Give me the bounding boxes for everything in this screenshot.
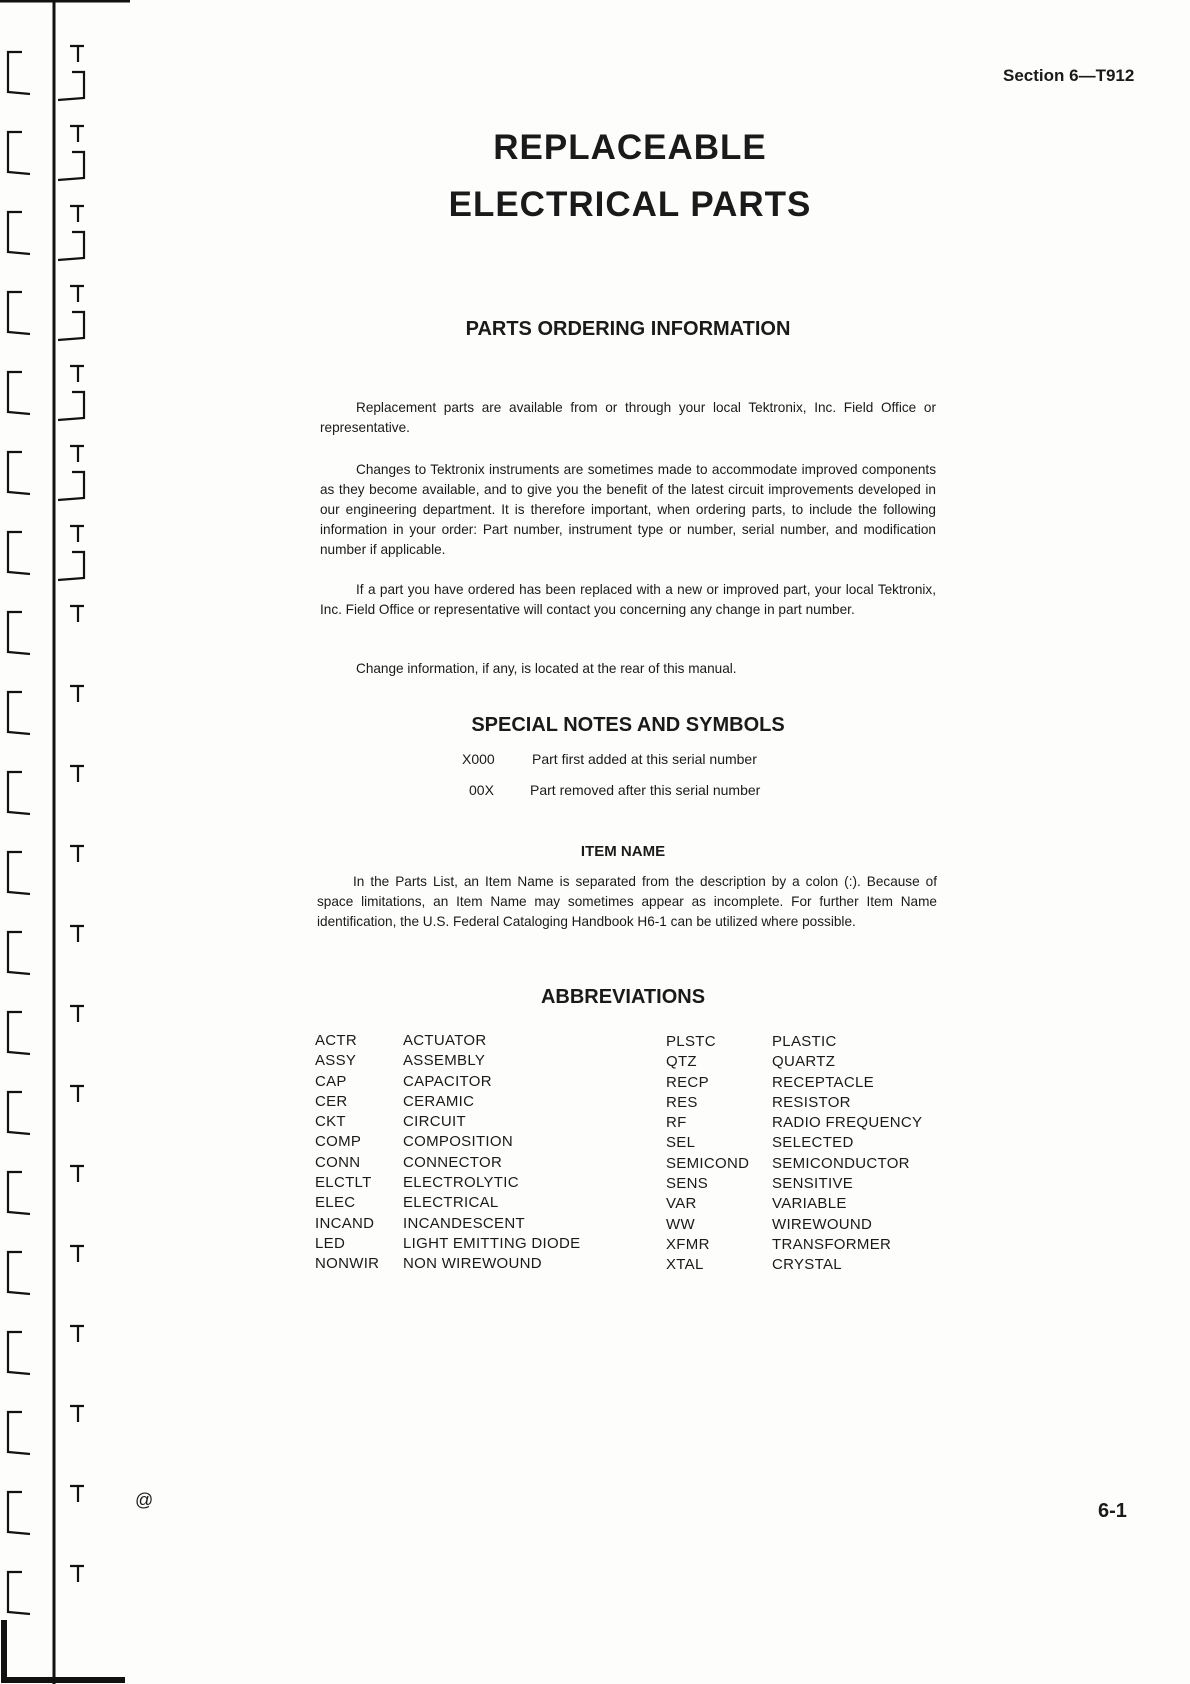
abbreviation-code: WW bbox=[666, 1215, 695, 1233]
binding-bracket-mark bbox=[8, 452, 30, 494]
ordering-heading: PARTS ORDERING INFORMATION bbox=[465, 318, 791, 340]
abbreviation-list-right-meanings bbox=[772, 1032, 922, 1276]
abbreviation-meaning: CONNECTOR bbox=[403, 1153, 503, 1171]
binding-bracket-mark bbox=[8, 1092, 30, 1134]
abbreviation-code: RF bbox=[666, 1114, 687, 1132]
abbreviation-meaning: ACTUATOR bbox=[403, 1032, 487, 1049]
binding-tick-mark bbox=[70, 1246, 84, 1262]
abbreviation-meaning: RADIO FREQUENCY bbox=[772, 1114, 923, 1132]
binding-tick-mark bbox=[70, 366, 84, 382]
abbreviation-meaning: CRYSTAL bbox=[772, 1256, 842, 1274]
ordering-paragraph-3: If a part you have ordered has been replaced with a new or improved part, your local Tektronix, Inc. Field Office or representative will contact you concerning any change in part number. bbox=[320, 582, 936, 617]
abbreviation-meaning: SEMICONDUCTOR bbox=[772, 1154, 910, 1172]
abbreviation-code: PLSTC bbox=[666, 1033, 716, 1050]
binding-bracket-mark bbox=[58, 472, 84, 500]
abbreviation-meaning: CAPACITOR bbox=[403, 1072, 492, 1090]
abbreviation-code: XFMR bbox=[666, 1235, 710, 1253]
binding-bracket-mark bbox=[8, 212, 30, 254]
binding-tick-mark bbox=[70, 286, 84, 302]
abbreviation-code: CKT bbox=[315, 1113, 346, 1131]
abbreviation-meaning: RESISTOR bbox=[772, 1093, 851, 1111]
abbreviation-code: CER bbox=[315, 1092, 348, 1110]
abbreviation-meaning: LIGHT EMITTING DIODE bbox=[403, 1234, 581, 1252]
abbreviation-list-right-codes bbox=[666, 1032, 749, 1276]
binding-bracket-mark bbox=[8, 1412, 30, 1454]
abbreviation-meaning: SELECTED bbox=[772, 1134, 854, 1152]
binding-tick-mark bbox=[70, 686, 84, 702]
abbreviation-code: COMP bbox=[315, 1133, 362, 1151]
footer-symbol: @ bbox=[135, 1490, 154, 1510]
binding-bracket-mark bbox=[8, 52, 30, 94]
abbreviation-meaning: VARIABLE bbox=[772, 1195, 847, 1213]
abbreviation-code: ELEC bbox=[315, 1194, 356, 1212]
binding-bracket-mark bbox=[8, 932, 30, 974]
abbreviation-list-left-meanings bbox=[403, 1031, 580, 1275]
binding-tick-mark bbox=[70, 606, 84, 622]
ordering-paragraph-1: Replacement parts are available from or through your local Tektronix, Inc. Field Office or representative. bbox=[320, 400, 936, 435]
abbreviation-code: INCAND bbox=[315, 1214, 375, 1232]
binding-bracket-mark bbox=[8, 1012, 30, 1054]
binding-tick-mark bbox=[70, 1006, 84, 1022]
binding-bracket-mark bbox=[8, 1492, 30, 1534]
abbreviation-meaning: COMPOSITION bbox=[403, 1133, 513, 1151]
abbreviation-meaning: QUARTZ bbox=[772, 1053, 836, 1071]
binding-bracket-mark bbox=[8, 772, 30, 814]
abbreviation-meaning: ELECTRICAL bbox=[403, 1194, 499, 1212]
abbreviation-code: ASSY bbox=[315, 1052, 357, 1070]
ordering-paragraph-2: Changes to Tektronix instruments are sometimes made to accommodate improved components as they become available, and to give you the benefit of the latest circuit improvements developed in our engineering department. It is therefore important, when ordering parts, to include the following information in your order: Part number, instrument type or number, serial number, and modification number if applicable. bbox=[320, 462, 936, 557]
binding-bracket-mark bbox=[58, 392, 84, 420]
item-name-heading: ITEM NAME bbox=[580, 843, 666, 860]
abbreviation-code: CONN bbox=[315, 1153, 361, 1171]
binding-bracket-mark bbox=[58, 552, 84, 580]
binding-strip-graphic bbox=[0, 0, 130, 1684]
binding-corner-mark bbox=[4, 1620, 125, 1680]
abbreviation-meaning: CERAMIC bbox=[403, 1092, 475, 1110]
abbreviation-code: XTAL bbox=[666, 1256, 704, 1274]
abbreviation-meaning: TRANSFORMER bbox=[772, 1235, 892, 1253]
abbreviation-list-left-codes bbox=[315, 1031, 379, 1275]
abbreviation-code: CAP bbox=[315, 1072, 347, 1090]
binding-tick-mark bbox=[70, 1486, 84, 1502]
abbreviation-meaning: INCANDESCENT bbox=[403, 1214, 525, 1232]
binding-bracket-mark bbox=[8, 292, 30, 334]
binding-tick-mark bbox=[70, 846, 84, 862]
abbreviation-meaning: PLASTIC bbox=[772, 1033, 837, 1050]
binding-tick-mark bbox=[70, 1326, 84, 1342]
binding-bracket-mark bbox=[8, 532, 30, 574]
abbreviation-meaning: CIRCUIT bbox=[403, 1113, 466, 1131]
binding-tick-mark bbox=[70, 206, 84, 222]
binding-bracket-mark bbox=[8, 852, 30, 894]
abbreviation-code: SEMICOND bbox=[666, 1154, 750, 1172]
binding-tick-mark bbox=[70, 1566, 84, 1582]
abbreviation-meaning: WIREWOUND bbox=[772, 1215, 873, 1233]
abbreviation-meaning: ASSEMBLY bbox=[403, 1052, 486, 1070]
abbreviations-heading: ABBREVIATIONS bbox=[540, 986, 706, 1008]
abbreviation-code: NONWIR bbox=[315, 1255, 380, 1273]
abbreviation-code: QTZ bbox=[666, 1053, 697, 1071]
binding-tick-mark bbox=[70, 46, 84, 62]
abbreviation-code: SEL bbox=[666, 1134, 696, 1152]
symbol-code: 00X bbox=[469, 782, 494, 798]
abbreviation-code: ACTR bbox=[315, 1032, 358, 1049]
symbol-code: X000 bbox=[462, 751, 495, 767]
binding-bracket-mark bbox=[58, 72, 84, 100]
abbreviation-meaning: NON WIREWOUND bbox=[403, 1255, 542, 1273]
binding-bracket-mark bbox=[58, 232, 84, 260]
binding-bracket-mark bbox=[8, 132, 30, 174]
abbreviation-meaning: RECEPTACLE bbox=[772, 1073, 874, 1091]
binding-bracket-mark bbox=[58, 312, 84, 340]
binding-tick-mark bbox=[70, 1086, 84, 1102]
binding-tick-mark bbox=[70, 926, 84, 942]
binding-bracket-mark bbox=[8, 1332, 30, 1374]
binding-bracket-mark bbox=[8, 372, 30, 414]
abbreviation-code: VAR bbox=[666, 1195, 697, 1213]
binding-bracket-mark bbox=[8, 1252, 30, 1294]
binding-bracket-mark bbox=[8, 612, 30, 654]
abbreviation-code: RECP bbox=[666, 1073, 709, 1091]
abbreviation-meaning: SENSITIVE bbox=[772, 1175, 854, 1193]
symbol-description: Part removed after this serial number bbox=[530, 782, 761, 798]
binding-tick-mark bbox=[70, 526, 84, 542]
abbreviation-code: SENS bbox=[666, 1175, 709, 1193]
binding-tick-mark bbox=[70, 1406, 84, 1422]
special-notes-heading: SPECIAL NOTES AND SYMBOLS bbox=[471, 714, 785, 736]
binding-tick-mark bbox=[70, 766, 84, 782]
binding-bracket-mark bbox=[8, 692, 30, 734]
section-header: Section 6—T912 bbox=[1003, 66, 1135, 85]
binding-tick-mark bbox=[70, 446, 84, 462]
page-number: 6-1 bbox=[1098, 1500, 1127, 1522]
ordering-paragraph-4: Change information, if any, is located at the rear of this manual. bbox=[356, 661, 737, 676]
binding-tick-mark bbox=[70, 126, 84, 142]
binding-bracket-mark bbox=[58, 152, 84, 180]
binding-bracket-mark bbox=[8, 1572, 30, 1614]
abbreviation-code: RES bbox=[666, 1093, 698, 1111]
binding-bracket-mark bbox=[8, 1172, 30, 1214]
symbol-description: Part first added at this serial number bbox=[532, 751, 757, 767]
binding-tick-mark bbox=[70, 1166, 84, 1182]
abbreviation-code: LED bbox=[315, 1234, 346, 1252]
abbreviation-meaning: ELECTROLYTIC bbox=[403, 1174, 519, 1192]
abbreviation-code: ELCTLT bbox=[315, 1174, 372, 1192]
item-name-paragraph: In the Parts List, an Item Name is separated from the description by a colon (:). Because of space limitations, an Item Name may sometimes appear as incomplete. For further Item Name identification, the U.S. Federal Cataloging Handbook H6-1 can be utilized where possible. bbox=[317, 874, 937, 929]
page-title-line-2: ELECTRICAL PARTS bbox=[448, 185, 812, 224]
page-title-line-1: REPLACEABLE bbox=[493, 128, 767, 167]
